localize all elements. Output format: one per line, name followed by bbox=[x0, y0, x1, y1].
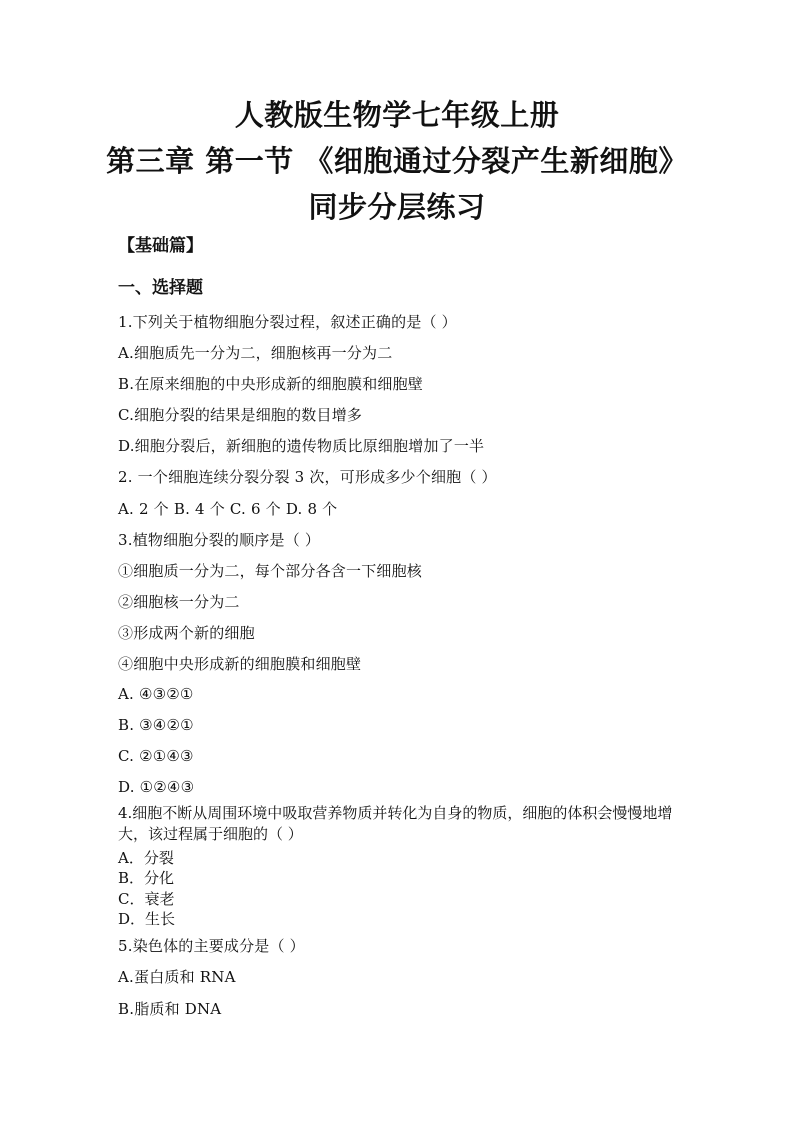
question-1-stem: 1.下列关于植物细胞分裂过程，叙述正确的是（ ） bbox=[118, 313, 457, 331]
question-4-stem: 4.细胞不断从周围环境中吸取营养物质并转化为自身的物质，细胞的体积会慢慢地增大，该过程属于细胞的（ ） bbox=[118, 804, 673, 843]
question-5-option-b: B.脂质和 DNA bbox=[118, 1000, 222, 1018]
question-1-option-a: A.细胞质先一分为二，细胞核再一分为二 bbox=[118, 344, 393, 362]
question-3-option-c: C. ②①④③ bbox=[118, 747, 194, 765]
question-1-option-c: C.细胞分裂的结果是细胞的数目增多 bbox=[118, 406, 363, 424]
question-3-step-4: ④细胞中央形成新的细胞膜和细胞壁 bbox=[118, 655, 362, 673]
question-4-option-d: D．生长 bbox=[118, 910, 176, 928]
question-3-option-d: D. ①②④③ bbox=[118, 778, 195, 796]
part-heading: 一、选择题 bbox=[118, 278, 203, 298]
title-line-3: 同步分层练习 bbox=[308, 190, 486, 224]
question-3-option-a: A. ④③②① bbox=[118, 685, 194, 703]
question-3-option-b: B. ③④②① bbox=[118, 716, 194, 734]
question-3-step-3: ③形成两个新的细胞 bbox=[118, 624, 255, 642]
question-2-stem: 2. 一个细胞连续分裂分裂 3 次，可形成多少个细胞（ ） bbox=[118, 468, 497, 486]
question-3-step-2: ②细胞核一分为二 bbox=[118, 593, 240, 611]
document-title bbox=[0, 92, 794, 230]
question-4-option-a: A．分裂 bbox=[118, 849, 174, 867]
question-3-stem: 3.植物细胞分裂的顺序是（ ） bbox=[118, 531, 321, 549]
section-heading: 【基础篇】 bbox=[118, 236, 203, 256]
question-4-option-b: B．分化 bbox=[118, 869, 175, 887]
title-line-1: 人教版生物学七年级上册 bbox=[234, 98, 560, 132]
question-1-option-d: D.细胞分裂后，新细胞的遗传物质比原细胞增加了一半 bbox=[118, 437, 485, 455]
question-2-options: A. 2 个 B. 4 个 C. 6 个 D. 8 个 bbox=[118, 500, 338, 518]
title-line-2: 第三章 第一节 《细胞通过分裂产生新细胞》 bbox=[106, 144, 688, 178]
question-5-stem: 5.染色体的主要成分是（ ） bbox=[118, 937, 305, 955]
question-1-option-b: B.在原来细胞的中央形成新的细胞膜和细胞壁 bbox=[118, 375, 423, 393]
question-4-option-c: C．衰老 bbox=[118, 890, 175, 908]
question-3-step-1: ①细胞质一分为二，每个部分各含一下细胞核 bbox=[118, 562, 423, 580]
question-5-option-a: A.蛋白质和 RNA bbox=[118, 968, 236, 986]
